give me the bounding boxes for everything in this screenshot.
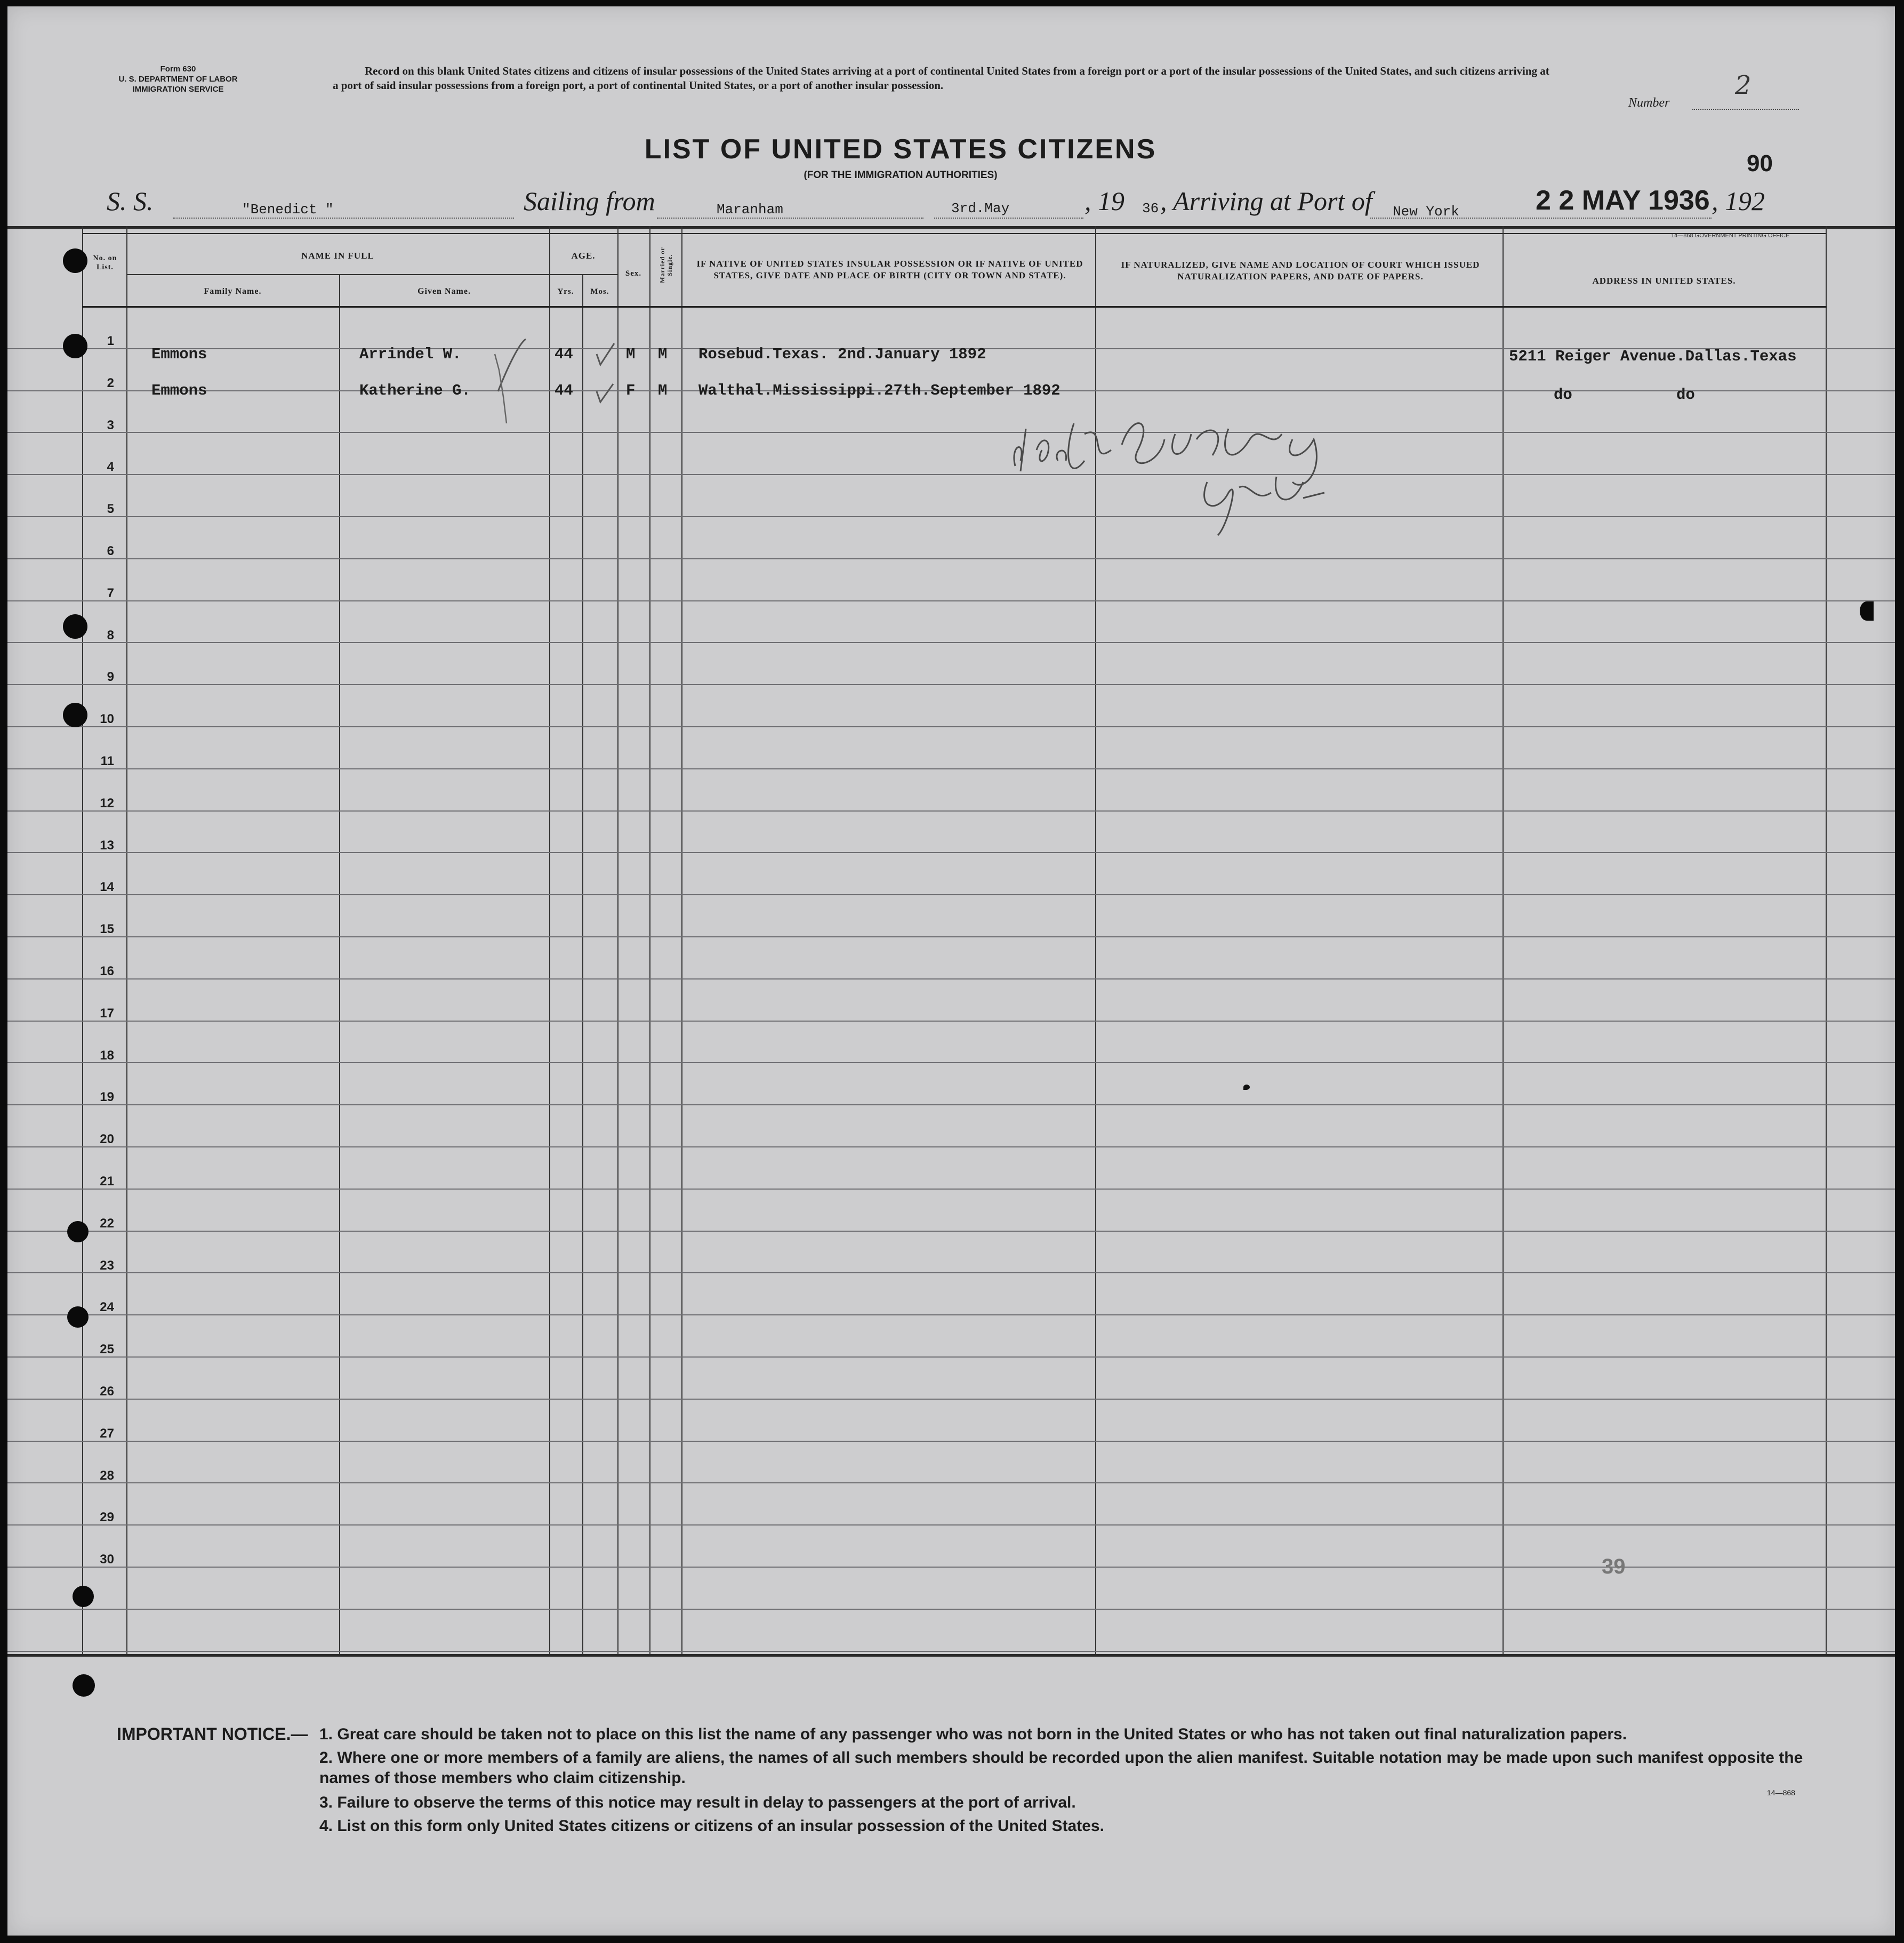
row-number: 7 xyxy=(107,585,114,600)
row-rule xyxy=(7,1189,1895,1190)
family-name-cell: Emmons xyxy=(151,346,207,363)
row-number: 28 xyxy=(100,1468,114,1483)
row-number: 8 xyxy=(107,628,114,643)
notice-item: 4. List on this form only United States citizens or citizens of an insular possession of the United States. xyxy=(319,1817,1104,1835)
punch-hole xyxy=(63,703,87,727)
notice-item: 2. Where one or more members of a family are aliens, the names of all such members should be recorded upon the alien manifest. Suitable notation may be made upon such manifest opposite the names of those members who claim citizenship. xyxy=(319,1749,1803,1787)
col-header-birth: IF NATIVE OF UNITED STATES INSULAR POSSESSION OR IF NATIVE OF UNITED STATES, GIVE DATE AND PLACE OF BIRTH (CITY OR TOWN AND STATE). xyxy=(696,259,1083,280)
punch-hole xyxy=(67,1221,89,1242)
table-top-border xyxy=(7,226,1895,229)
row-number: 15 xyxy=(100,922,114,937)
row-number: 18 xyxy=(100,1048,114,1063)
row-number: 3 xyxy=(107,417,114,432)
row-rule xyxy=(7,432,1895,433)
form-number: Form 630 xyxy=(160,65,196,74)
col-header-family-name: Family Name. xyxy=(204,287,262,296)
given-name-cell: Arrindel W. xyxy=(359,346,462,363)
row-rule xyxy=(7,852,1895,853)
row-rule xyxy=(7,1651,1895,1652)
address-ditto-cell: do xyxy=(1676,386,1695,404)
married-cell: M xyxy=(658,382,668,399)
family-name-cell: Emmons xyxy=(151,382,207,399)
row-number: 21 xyxy=(100,1174,114,1189)
col-header-married: Married or Single. xyxy=(658,247,673,283)
row-rule xyxy=(7,1524,1895,1526)
col-line-mos xyxy=(582,274,583,1655)
row-number: 25 xyxy=(100,1342,114,1357)
header-bottom-rule xyxy=(82,306,1827,308)
row-rule xyxy=(7,558,1895,559)
row-rule xyxy=(7,474,1895,475)
notice-heading: IMPORTANT NOTICE.— xyxy=(117,1724,308,1744)
married-cell: M xyxy=(658,346,668,363)
row-rule xyxy=(7,1441,1895,1442)
row-rule xyxy=(7,894,1895,895)
number-label: Number xyxy=(1628,96,1670,110)
arrival-year-prefix: , 192 xyxy=(1712,186,1765,216)
department-name: U. S. DEPARTMENT OF LABOR xyxy=(118,75,238,84)
row-rule xyxy=(7,810,1895,812)
col-header-age: AGE. xyxy=(571,251,596,261)
row-number: 9 xyxy=(107,670,114,685)
document-sheet xyxy=(7,6,1895,1936)
col-header-mos: Mos. xyxy=(590,287,609,296)
row-rule xyxy=(7,1104,1895,1105)
row-number: 22 xyxy=(100,1216,114,1231)
ship-name: "Benedict " xyxy=(242,202,334,218)
sailing-date: 3rd.May xyxy=(951,200,1010,216)
row-rule xyxy=(7,1399,1895,1400)
given-name-cell: Katherine G. xyxy=(359,382,471,399)
age-years-cell: 44 xyxy=(555,382,573,399)
row-rule xyxy=(7,978,1895,979)
sailing-year-prefix: , 19 xyxy=(1084,186,1124,216)
row-number: 26 xyxy=(100,1384,114,1399)
age-years-cell: 44 xyxy=(555,346,573,363)
page-number: 90 xyxy=(1747,150,1773,176)
row-number: 10 xyxy=(100,712,114,727)
row-rule xyxy=(7,1482,1895,1483)
row-rule xyxy=(7,1272,1895,1273)
row-number: 14 xyxy=(100,880,114,895)
col-header-given-name: Given Name. xyxy=(417,287,471,296)
row-number: 17 xyxy=(100,1006,114,1021)
punch-hole xyxy=(73,1674,95,1697)
ss-label: S. S. xyxy=(107,186,154,216)
birth-cell: Walthal.Mississippi.27th.September 1892 xyxy=(698,382,1061,399)
sailing-year-suffix: 36 xyxy=(1142,200,1159,216)
row-rule xyxy=(7,1314,1895,1315)
row-number: 11 xyxy=(100,754,114,768)
col-header-name-in-full: NAME IN FULL xyxy=(301,251,374,261)
row-rule xyxy=(7,1231,1895,1232)
form-identifier xyxy=(82,64,274,94)
row-rule xyxy=(7,600,1895,601)
notice-item: 3. Failure to observe the terms of this notice may result in delay to passengers at the port of arrival. xyxy=(319,1794,1076,1811)
col-header-naturalized: IF NATURALIZED, GIVE NAME AND LOCATION OF COURT WHICH ISSUED NATURALIZATION PAPERS, AND DATE OF PAPERS. xyxy=(1121,260,1480,282)
row-rule xyxy=(7,936,1895,937)
punch-hole xyxy=(63,248,87,273)
printer-mark: 14—868 GOVERNMENT PRINTING OFFICE xyxy=(1671,232,1790,239)
col-line-given xyxy=(339,274,340,1655)
sailing-from-value: Maranham xyxy=(717,202,783,218)
punch-hole xyxy=(73,1586,94,1607)
row-number: 4 xyxy=(107,460,114,475)
ship-name-line xyxy=(173,218,514,219)
number-line xyxy=(1692,109,1799,110)
punch-hole xyxy=(1860,601,1874,621)
row-number: 30 xyxy=(100,1552,114,1567)
arrival-date-stamp: 2 2 MAY 1936 xyxy=(1536,185,1710,216)
row-number: 12 xyxy=(100,796,114,810)
punch-hole xyxy=(63,614,87,639)
birth-cell: Rosebud.Texas. 2nd.January 1892 xyxy=(698,346,986,363)
stamp-number: 39 xyxy=(1602,1555,1626,1578)
row-rule xyxy=(7,1021,1895,1022)
sailing-label: Sailing from xyxy=(524,186,655,216)
row-number: 20 xyxy=(100,1132,114,1147)
page-title: LIST OF UNITED STATES CITIZENS xyxy=(644,134,1157,165)
row-number: 2 xyxy=(107,375,114,390)
service-name: IMMIGRATION SERVICE xyxy=(132,85,224,94)
citizens-table xyxy=(7,226,1895,1655)
row-rule xyxy=(7,1062,1895,1063)
sex-cell: M xyxy=(626,346,636,363)
row-number: 16 xyxy=(100,964,114,978)
row-rule xyxy=(7,642,1895,643)
row-rule xyxy=(7,1356,1895,1358)
row-number: 19 xyxy=(100,1090,114,1105)
row-number: 29 xyxy=(100,1510,114,1525)
address-cell: 5211 Reiger Avenue.Dallas.Texas xyxy=(1509,348,1797,365)
row-number: 1 xyxy=(107,334,114,348)
address-ditto-cell: do xyxy=(1554,386,1572,404)
col-header-address: ADDRESS IN UNITED STATES. xyxy=(1592,276,1736,286)
row-rule xyxy=(7,516,1895,517)
row-number: 24 xyxy=(100,1300,114,1315)
notice-item: 1. Great care should be taken not to place on this list the name of any passenger who was not born in the United States or who has not taken out final naturalization papers. xyxy=(319,1725,1627,1743)
sex-cell: F xyxy=(626,382,636,399)
col-header-yrs: Yrs. xyxy=(557,287,574,296)
row-number: 5 xyxy=(107,502,114,517)
punch-hole xyxy=(63,334,87,358)
page-subtitle: (FOR THE IMMIGRATION AUTHORITIES) xyxy=(804,170,998,181)
handwritten-notation xyxy=(1005,402,1399,541)
row-rule xyxy=(7,1146,1895,1147)
arrival-port: New York xyxy=(1393,204,1459,220)
row-rule xyxy=(7,726,1895,727)
col-header-no: No. on List. xyxy=(93,254,117,271)
row-rule xyxy=(7,768,1895,769)
header-sub-rule xyxy=(126,274,617,275)
row-number: 23 xyxy=(100,1258,114,1273)
col-header-sex: Sex. xyxy=(625,269,642,278)
row-rule xyxy=(7,1609,1895,1610)
row-number: 13 xyxy=(100,838,114,853)
table-top-border-inner xyxy=(82,233,1827,234)
sailing-from-line xyxy=(657,218,923,219)
table-bottom-border xyxy=(7,1654,1895,1657)
ink-dot xyxy=(1243,1085,1250,1090)
punch-hole xyxy=(67,1306,89,1328)
arriving-label: , Arriving at Port of xyxy=(1160,186,1372,216)
row-rule xyxy=(7,684,1895,685)
number-value: 2 xyxy=(1735,70,1752,100)
handwritten-check-marks xyxy=(487,333,615,429)
sailing-date-line xyxy=(934,218,1083,219)
row-number: 27 xyxy=(100,1426,114,1441)
record-instructions: Record on this blank United States citizens and citizens of insular possessions of the United States arriving at a port of continental United States from a foreign port or a port of the insular possessions of the United States, and such citizens arriving at a port of said insular possessions from a foreign port, a port of continental United States, or a port of another insular possession. xyxy=(333,65,1549,92)
footer-code: 14—868 xyxy=(1767,1788,1795,1797)
row-number: 6 xyxy=(107,544,114,558)
